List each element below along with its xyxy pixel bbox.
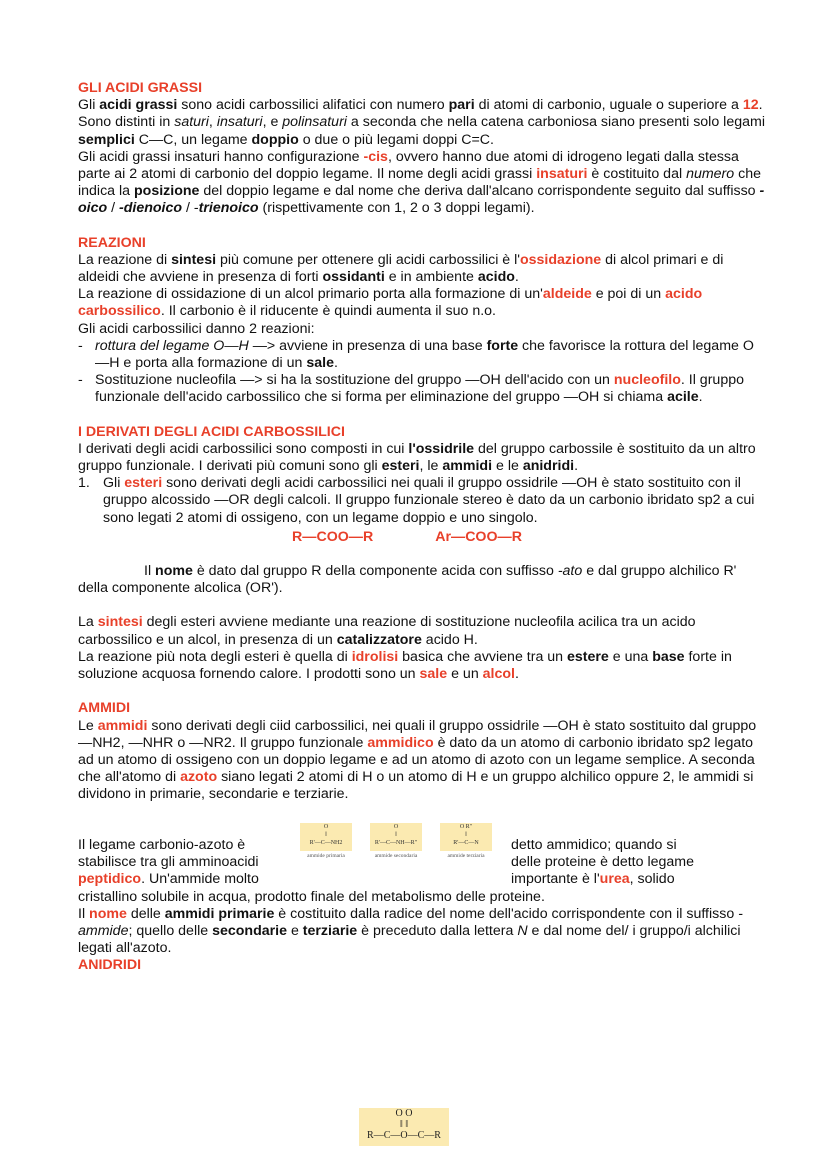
list-item-rottura: - rottura del legame O—H —> avviene in presenza di una base forte che favorisce la rottura del legame O —H e porta alla formazione di un sale. <box>78 337 754 372</box>
paragraph-acidi-grassi-2: Gli acidi grassi insaturi hanno configurazione -cis, ovvero hanno due atomi di idrogeno legati dalla stessa parte ai 2 atomi di carbonio del doppio legame. Il nome degli acidi grassi insaturi è costituito dal numero che indica la posizione del doppio legame e dal nome che deriva dall'alcano corrispondente seguito dal suffisso -oico / -dienoico / -trienoico (rispettivamente con 1, 2 o 3 doppi legami). <box>78 148 765 217</box>
amide-secondaria-structure: O ‖ R'—C—NH—R" <box>370 823 422 851</box>
list-item-esteri: 1. Gli esteri sono derivati degli acidi carbossilici nei quali il gruppo ossidrile —OH è stato sostituito con il gruppo alcossido —OR degli calcoli. Il gruppo funzionale stereo è dato da un carbonio ibridato sp2 a cui sono legati 2 atomi di ossigeno, con un legame doppio e uno singolo. <box>78 475 755 526</box>
paragraph-ammidi-nome: Il nome delle ammidi primarie è costituito dalla radice del nome dell'acido corrispondente con il suffisso -ammide; quello delle secondarie e terziarie è preceduto dalla lettera N e dal nome del/ i gruppo/i alchilici legati all'azoto. <box>78 905 743 957</box>
section-title-reazioni: REAZIONI <box>78 234 146 251</box>
paragraph-reazioni-3: Gli acidi carbossilici danno 2 reazioni: <box>78 320 315 337</box>
paragraph-esteri-sintesi: La sintesi degli esteri avviene mediante una reazione di sostituzione nucleofila acilica tra un acido carbossilico e un alcol, in presenza di un catalizzatore acido H. <box>78 614 696 648</box>
ester-formulas <box>46 529 768 546</box>
section-title-anidridi: ANIDRIDI <box>78 957 142 974</box>
paragraph-derivati-1: I derivati degli acidi carbossilici sono composti in cui l'ossidrile del gruppo carbossile è sostituito da un altro gruppo funzionale. I derivati più comuni sono gli esteri, le ammidi e le anidridi. <box>78 440 756 475</box>
paragraph-reazioni-1: La reazione di sintesi più comune per ottenere gli acidi carbossilici è l'ossidazione di alcol primari e di aldeidi che avviene in presenza di forti ossidanti e in ambiente acido. <box>78 251 724 286</box>
amide-terziaria-structure: O R" ‖ R'—C—N <box>440 823 492 851</box>
section-title-ammidi: AMMIDI <box>78 700 131 717</box>
paragraph-urea: cristallino solubile in acqua, prodotto finale del metabolismo delle proteine. <box>78 888 545 905</box>
document-body <box>78 80 768 975</box>
amide-primaria-structure: O ‖ R'—C—NH2 <box>300 823 352 851</box>
paragraph-esteri-nome: Il nome è dato dal gruppo R della componente acida con suffisso -ato e dal gruppo alchilico R' della componente alcolica (OR'). <box>78 563 737 597</box>
paragraph-ammidi-1: Le ammidi sono derivati degli ciid carbossilici, nei quali il gruppo ossidrile —OH è stato sostituito dal gruppo —NH2, —NHR o —NR2. Il gruppo funzionale ammidico è dato da un atomo di carbonio ibridato sp2 legato ad un atomo di ossigeno con un doppio legame e ad un atomo di azoto con un legame semplice. A seconda che all'atomo di azoto siano legati 2 atomi di H o un atomo di H e un gruppo alchilico oppure 2, le ammidi si dividono in primarie, secondarie e terziarie. <box>78 717 757 803</box>
section-title-derivati: I DERIVATI DEGLI ACIDI CARBOSSILICI <box>78 423 345 440</box>
anhydride-structure: O O ‖ ‖ R—C—O—C—R <box>359 1108 449 1146</box>
list-item-sostituzione: - Sostituzione nucleofila —> si ha la sostituzione del gruppo —OH dell'acido con un nucleofilo. Il gruppo funzionale dell'acido carbossilico che si forma per eliminazione del gruppo —OH si chiama acile. <box>78 372 744 406</box>
paragraph-reazioni-2: La reazione di ossidazione di un alcol primario porta alla formazione di un'aldeide e poi di un acido carbossilico. Il carbonio è il riducente è quindi aumenta il suo n.o. <box>78 286 703 320</box>
section-title-acidi-grassi: GLI ACIDI GRASSI <box>78 80 203 96</box>
amide-structures-row: Il legame carbonio-azoto è stabilisce tra gli amminoacidi peptidico. Un'ammide molto O ‖ R'—C—NH2 ammide primaria O ‖ R'—C—NH—R" ammide secondaria O R" ‖ R'—C—N ammide terziaria detto ammidico; quando si delle proteine è detto legame importante è l'urea, solido <box>78 823 694 887</box>
paragraph-esteri-idrolisi: La reazione più nota degli esteri è quella di idrolisi basica che avviene tra un estere e una base forte in soluzione acquosa fornendo calore. I prodotti sono un sale e un alcol. <box>78 648 732 683</box>
ester-formula-alkyl: R—COO—R <box>292 528 374 545</box>
ester-formula-aryl: Ar—COO—R <box>435 528 522 545</box>
paragraph-acidi-grassi-1: Gli acidi grassi sono acidi carbossilici alifatici con numero pari di atomi di carbonio, uguale o superiore a 12. Sono distinti in saturi, insaturi, e polinsaturi a seconda che nella catena carboniosa siano presenti solo legami semplici C—C, un legame doppio o due o più legami doppi C=C. <box>78 97 765 148</box>
